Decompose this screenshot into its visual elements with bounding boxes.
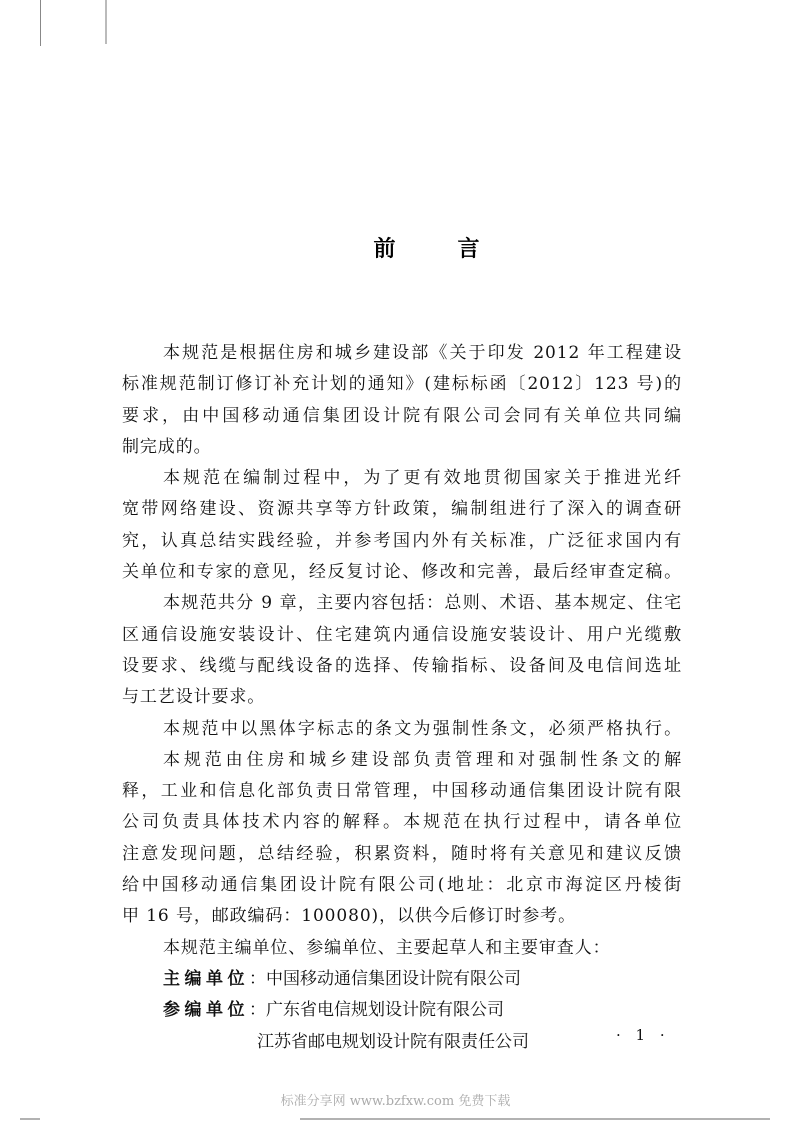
paragraph-line: 本规范中以黑体字标志的条文为强制性条文，必须严格执行。 bbox=[163, 718, 682, 739]
paragraph-line: 本规范是根据住房和城乡建设部《关于印发 2012 年工程建设 bbox=[163, 343, 682, 363]
participating-unit-row bbox=[122, 1027, 682, 1058]
paragraph-line: 与工艺设计要求。 bbox=[122, 687, 266, 708]
paragraph-line: 制完成的。 bbox=[122, 436, 212, 457]
participating-unit-name: 江苏省邮电规划设计院有限责任公司 bbox=[257, 1031, 529, 1052]
paragraph-line: 区通信设施安装设计、住宅建筑内通信设施安装设计、用户光缆敷 bbox=[122, 624, 682, 645]
watermark-text: 标准分享网 www.bzfxw.com 免费下载 bbox=[280, 1094, 511, 1109]
paragraph-line: 甲 16 号，邮政编码：100080)，以供今后修订时参考。 bbox=[122, 906, 576, 927]
paragraph-line: 究，认真总结实践经验，并参考国内外有关标准，广泛征求国内有 bbox=[122, 530, 682, 551]
paragraph-6 bbox=[122, 933, 682, 964]
participating-unit-name: 广东省电信规划设计院有限公司 bbox=[266, 1000, 504, 1021]
paragraph-line: 设要求、线缆与配线设备的选择、传输指标、设备间及电信间选址 bbox=[122, 655, 682, 676]
paragraph-2 bbox=[122, 463, 682, 588]
paragraph-line: 本规范共分 9 章，主要内容包括：总则、术语、基本规定、住宅 bbox=[163, 593, 682, 614]
paragraph-line: 给中国移动通信集团设计院有限公司(地址：北京市海淀区丹棱街 bbox=[122, 875, 682, 896]
paragraph-line: 宽带网络建设、资源共享等方针政策，编制组进行了深入的调查研 bbox=[122, 499, 682, 520]
paragraph-line: 关单位和专家的意见，经反复讨论、修改和完善，最后经审查定稿。 bbox=[122, 562, 682, 583]
chief-unit-row bbox=[122, 964, 682, 995]
foreword-body bbox=[122, 338, 682, 1058]
paragraph-1 bbox=[122, 338, 682, 463]
scan-edge-line-left bbox=[40, 0, 41, 46]
chief-unit-colon: ： bbox=[249, 968, 266, 989]
scan-edge-line-right bbox=[105, 0, 107, 44]
paragraph-line: 释，工业和信息化部负责日常管理，中国移动通信集团设计院有限 bbox=[122, 781, 682, 802]
paragraph-line: 标准规范制订修订补充计划的通知》(建标标函〔2012〕123 号)的 bbox=[122, 374, 682, 395]
paragraph-5 bbox=[122, 745, 682, 933]
scan-edge-bottom bbox=[300, 1118, 770, 1120]
participating-unit-label: 参编单位 bbox=[163, 1000, 249, 1021]
page-title bbox=[0, 232, 791, 263]
paragraph-line: 本规范由住房和城乡建设部负责管理和对强制性条文的解 bbox=[163, 749, 682, 770]
paragraph-line: 公司负责具体技术内容的解释。本规范在执行过程中，请各单位 bbox=[122, 812, 682, 833]
paragraph-line: 本规范主编单位、参编单位、主要起草人和主要审查人： bbox=[163, 937, 611, 958]
paragraph-line: 要求，由中国移动通信集团设计院有限公司会同有关单位共同编 bbox=[122, 405, 682, 426]
organizations-block bbox=[122, 964, 682, 1058]
scan-edge-bottom-left bbox=[20, 1118, 40, 1120]
chief-unit-name: 中国移动通信集团设计院有限公司 bbox=[266, 968, 521, 989]
chief-unit-label: 主编单位 bbox=[163, 968, 249, 989]
participating-unit-row bbox=[122, 995, 682, 1026]
paragraph-line: 本规范在编制过程中，为了更有效地贯彻国家关于推进光纤 bbox=[163, 468, 682, 489]
title-char-1: 前 bbox=[373, 237, 458, 262]
paragraph-line: 注意发现问题，总结经验，积累资料，随时将有关意见和建议反馈 bbox=[122, 843, 682, 864]
paragraph-3 bbox=[122, 588, 682, 713]
paragraph-4 bbox=[122, 714, 682, 745]
title-char-2: 言 bbox=[457, 237, 480, 262]
participating-unit-colon: ： bbox=[249, 1000, 266, 1021]
page-number: · 1 · bbox=[616, 1026, 670, 1044]
